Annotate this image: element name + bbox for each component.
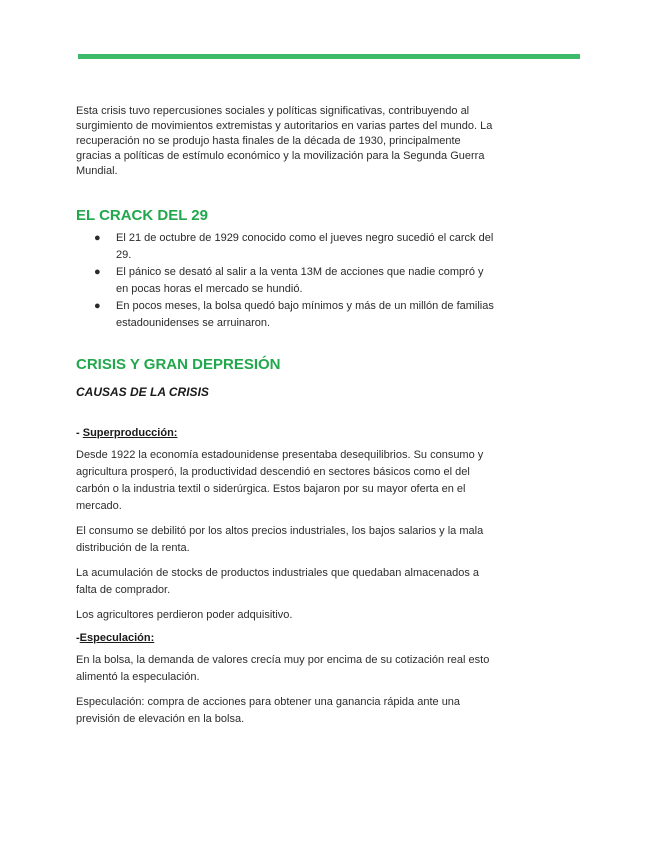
list-item: ● El pánico se desató al salir a la venta 13M de acciones que nadie compró y en pocas horas el mercado se hundió. [94, 266, 484, 295]
subsection-superproduccion: - Superproducción: [76, 427, 178, 439]
document-page [76, 104, 496, 728]
section-heading-crack: EL CRACK DEL 29 [76, 207, 208, 224]
bullet-icon: ● [94, 300, 101, 312]
subsection-especulacion: -Especulación: [76, 632, 155, 644]
bullet-icon: ● [94, 232, 101, 244]
paragraph: En la bolsa, la demanda de valores crecía muy por encima de su cotización real esto alimentó la especulación. [76, 654, 490, 683]
paragraph: La acumulación de stocks de productos industriales que quedaban almacenados a falta de comprador. [76, 567, 479, 596]
list-item: ● El 21 de octubre de 1929 conocido como el jueves negro sucedió el carck del 29. [94, 232, 494, 261]
subheading-causas: CAUSAS DE LA CRISIS [76, 385, 209, 399]
crack-bullet-list [76, 230, 496, 332]
paragraph: Los agricultores perdieron poder adquisitivo. [76, 609, 293, 621]
paragraph: El consumo se debilitó por los altos precios industriales, los bajos salarios y la mala distribución de la renta. [76, 525, 484, 554]
header-rule [78, 54, 580, 59]
list-item: ● En pocos meses, la bolsa quedó bajo mínimos y más de un millón de familias estadounidenses se arruinaron. [94, 300, 494, 329]
paragraph: Desde 1922 la economía estadounidense presentaba desequilibrios. Su consumo y agricultura prosperó, la productividad descendió en sectores básicos como el del carbón o la industria textil o siderúrgica. Estos bajaron por su mayor oferta en el mercado. [76, 449, 484, 512]
intro-paragraph: Esta crisis tuvo repercusiones sociales y políticas significativas, contribuyendo al surgimiento de movimientos extremistas y autoritarios en varias partes del mundo. La recuperación no se produjo hasta finales de la década de 1930, principalmente gracias a políticas de estímulo económico y la movilización para la Segunda Guerra Mundial. [76, 105, 493, 177]
bullet-icon: ● [94, 266, 101, 278]
section-heading-crisis: CRISIS Y GRAN DEPRESIÓN [76, 356, 281, 373]
subsection-label: Especulación: [79, 632, 155, 644]
paragraph: Especulación: compra de acciones para obtener una ganancia rápida ante una previsión de elevación en la bolsa. [76, 696, 461, 725]
subsection-label: Superproducción: [82, 427, 178, 439]
